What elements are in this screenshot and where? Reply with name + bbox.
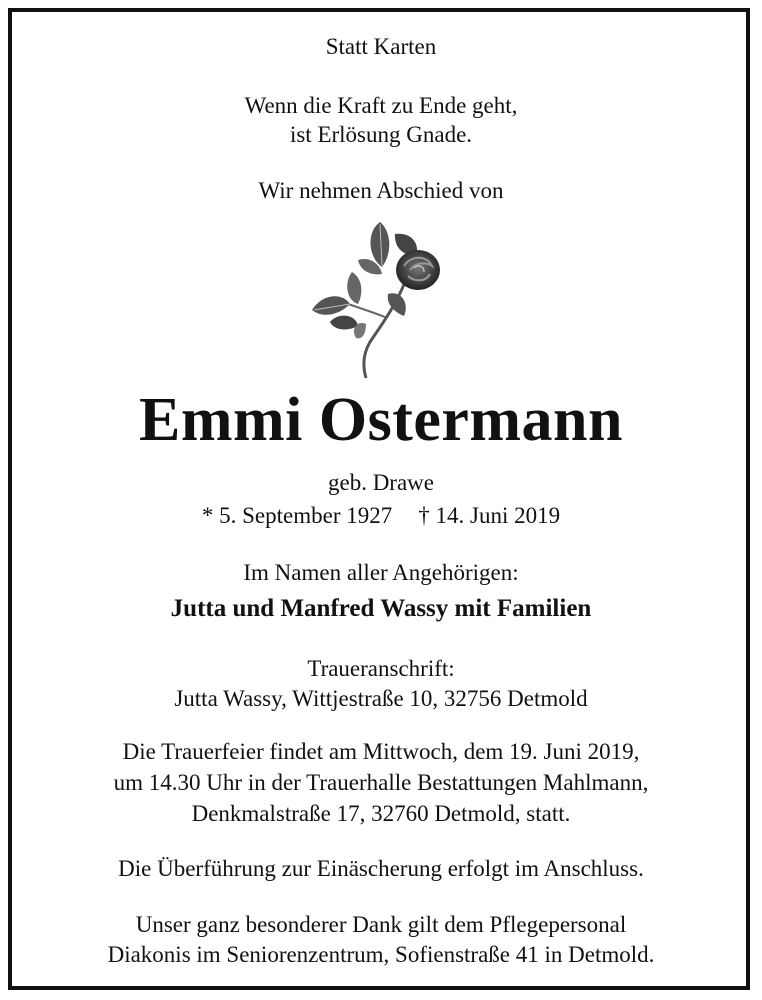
thanks-line-1: Unser ganz besonderer Dank gilt dem Pflegepersonal — [135, 912, 627, 937]
maiden-name: geb. Drawe — [327, 470, 434, 495]
heading: Statt Karten — [325, 34, 437, 59]
poem-line-2: ist Erlösung Gnade. — [289, 122, 473, 147]
address-label: Traueranschrift: — [307, 656, 455, 681]
poem-line-1: Wenn die Kraft zu Ende geht, — [244, 93, 518, 118]
transfer-text: Die Überführung zur Einäscherung erfolgt im Anschluss. — [118, 856, 644, 881]
life-dates — [0, 502, 762, 530]
ad-border — [8, 8, 750, 990]
relatives-intro: Im Namen aller Angehörigen: — [243, 560, 519, 585]
ceremony-line-1: Die Trauerfeier findet am Mittwoch, dem 19. Juni 2019, — [122, 739, 640, 764]
deceased-name: Emmi Ostermann — [138, 386, 624, 454]
death-date: † 14. Juni 2019 — [418, 503, 561, 528]
address-value: Jutta Wassy, Wittjestraße 10, 32756 Detmold — [174, 686, 588, 711]
ceremony-line-2: um 14.30 Uhr in der Trauerhalle Bestattungen Mahlmann, — [113, 770, 649, 795]
ceremony-line-3: Denkmalstraße 17, 32760 Detmold, statt. — [191, 801, 571, 826]
relatives-names: Jutta und Manfred Wassy mit Familien — [170, 595, 592, 622]
thanks-line-2: Diakonis im Seniorenzentrum, Sofienstraße 41 in Detmold. — [107, 942, 655, 967]
rose-icon — [300, 212, 450, 382]
intro-text: Wir nehmen Abschied von — [258, 178, 504, 203]
birth-date: * 5. September 1927 — [201, 503, 393, 528]
